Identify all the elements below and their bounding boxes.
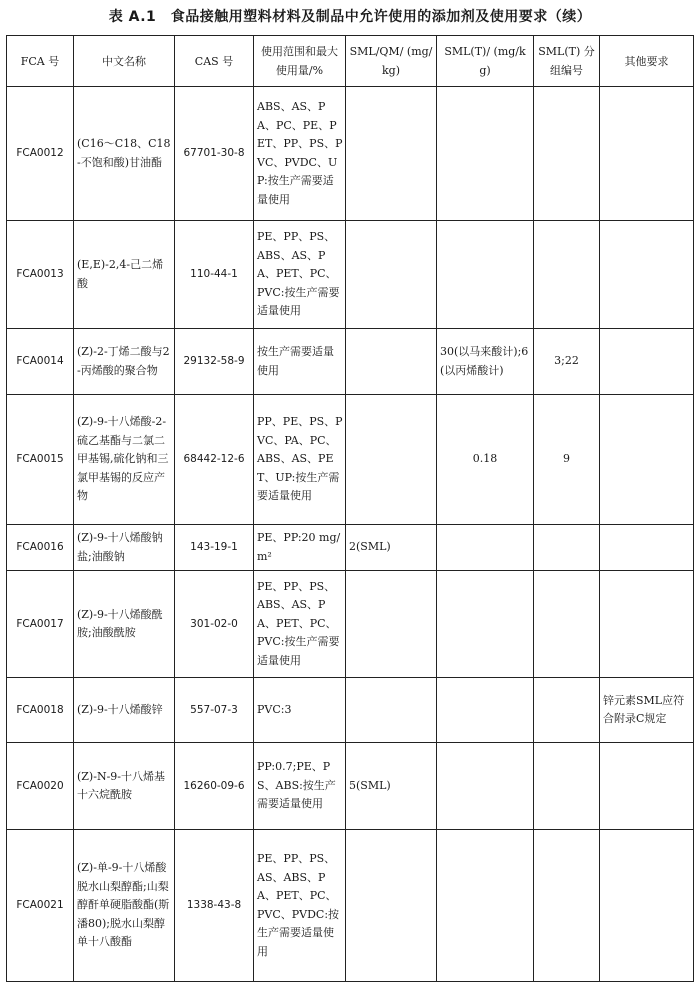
name-cell: (C16～C18、C18-不饱和酸)甘油酯 <box>74 87 175 221</box>
cas-cell: 67701-30-8 <box>175 87 254 221</box>
cas-cell: 1338-43-8 <box>175 830 254 982</box>
fca-cell: FCA0020 <box>7 743 74 830</box>
scope-cell: PE、PP:20 mg/m² <box>254 525 346 571</box>
table-row <box>7 830 694 982</box>
header-name: 中文名称 <box>74 36 175 87</box>
group-cell: 3;22 <box>534 329 600 395</box>
scope-cell: PE、PP、PS、AS、ABS、PA、PET、PC、PVC、PVDC:按生产需要适量使用 <box>254 830 346 982</box>
sml-t-cell <box>437 525 534 571</box>
cas-cell: 557-07-3 <box>175 678 254 743</box>
group-cell <box>534 830 600 982</box>
sml-t-cell <box>437 743 534 830</box>
cas-cell: 143-19-1 <box>175 525 254 571</box>
header-row <box>7 36 694 87</box>
scope-cell: PE、PP、PS、ABS、AS、PA、PET、PC、PVC:按生产需要适量使用 <box>254 221 346 329</box>
cas-cell: 110-44-1 <box>175 221 254 329</box>
other-cell <box>600 525 694 571</box>
sml-t-cell <box>437 830 534 982</box>
name-cell: (Z)-单-9-十八烯酸脱水山梨醇酯;山梨醇酐单硬脂酸酯(斯潘80);脱水山梨醇单十八酸酯 <box>74 830 175 982</box>
cas-cell: 68442-12-6 <box>175 395 254 525</box>
sml-t-cell <box>437 678 534 743</box>
additives-table <box>6 35 694 982</box>
fca-cell: FCA0012 <box>7 87 74 221</box>
name-cell: (Z)-9-十八烯酸-2-硫乙基酯与二氯二甲基锡,硫化钠和三氯甲基锡的反应产物 <box>74 395 175 525</box>
table-row <box>7 221 694 329</box>
sml-qm-cell <box>346 329 437 395</box>
table-title: 表 A.1 食品接触用塑料材料及制品中允许使用的添加剂及使用要求（续） <box>108 9 592 25</box>
sml-qm-cell: 2(SML) <box>346 525 437 571</box>
table-row <box>7 571 694 678</box>
cas-cell: 301-02-0 <box>175 571 254 678</box>
name-cell: (Z)-9-十八烯酸钠盐;油酸钠 <box>74 525 175 571</box>
name-cell: (E,E)-2,4-己二烯酸 <box>74 221 175 329</box>
scope-cell: ABS、AS、PA、PC、PE、PET、PP、PS、PVC、PVDC、UP:按生产需要适量使用 <box>254 87 346 221</box>
header-other: 其他要求 <box>600 36 694 87</box>
header-group: SML(T) 分组编号 <box>534 36 600 87</box>
sml-qm-cell <box>346 571 437 678</box>
fca-cell: FCA0021 <box>7 830 74 982</box>
group-cell <box>534 678 600 743</box>
group-cell <box>534 571 600 678</box>
other-cell <box>600 329 694 395</box>
table-row <box>7 525 694 571</box>
sml-qm-cell <box>346 830 437 982</box>
sml-t-cell <box>437 571 534 678</box>
cas-cell: 29132-58-9 <box>175 329 254 395</box>
sml-t-cell: 30(以马来酸计);6(以丙烯酸计) <box>437 329 534 395</box>
fca-cell: FCA0016 <box>7 525 74 571</box>
scope-cell: PP、PE、PS、PVC、PA、PC、ABS、AS、PET、UP:按生产需要适量使用 <box>254 395 346 525</box>
header-sml-t: SML(T)/ (mg/kg) <box>437 36 534 87</box>
name-cell: (Z)-9-十八烯酸酰胺;油酸酰胺 <box>74 571 175 678</box>
name-cell: (Z)-N-9-十八烯基十六烷酰胺 <box>74 743 175 830</box>
other-cell <box>600 87 694 221</box>
other-cell <box>600 221 694 329</box>
other-cell <box>600 571 694 678</box>
scope-cell: 按生产需要适量使用 <box>254 329 346 395</box>
sml-qm-cell <box>346 678 437 743</box>
header-sml-qm: SML/QM/ (mg/kg) <box>346 36 437 87</box>
scope-cell: PE、PP、PS、ABS、AS、PA、PET、PC、PVC:按生产需要适量使用 <box>254 571 346 678</box>
other-cell <box>600 830 694 982</box>
name-cell: (Z)-9-十八烯酸锌 <box>74 678 175 743</box>
other-cell: 锌元素SML应符合附录C规定 <box>600 678 694 743</box>
sml-qm-cell <box>346 395 437 525</box>
header-cas: CAS 号 <box>175 36 254 87</box>
fca-cell: FCA0017 <box>7 571 74 678</box>
other-cell <box>600 743 694 830</box>
table-row <box>7 87 694 221</box>
sml-qm-cell <box>346 221 437 329</box>
group-cell <box>534 743 600 830</box>
group-cell <box>534 221 600 329</box>
fca-cell: FCA0015 <box>7 395 74 525</box>
fca-cell: FCA0018 <box>7 678 74 743</box>
cas-cell: 16260-09-6 <box>175 743 254 830</box>
name-cell: (Z)-2-丁烯二酸与2-丙烯酸的聚合物 <box>74 329 175 395</box>
header-scope: 使用范围和最大使用量/% <box>254 36 346 87</box>
sml-t-cell <box>437 87 534 221</box>
fca-cell: FCA0014 <box>7 329 74 395</box>
sml-t-cell <box>437 221 534 329</box>
table-row <box>7 329 694 395</box>
group-cell <box>534 87 600 221</box>
sml-qm-cell: 5(SML) <box>346 743 437 830</box>
scope-cell: PVC:3 <box>254 678 346 743</box>
table-row <box>7 743 694 830</box>
other-cell <box>600 395 694 525</box>
sml-qm-cell <box>346 87 437 221</box>
group-cell: 9 <box>534 395 600 525</box>
table-row <box>7 678 694 743</box>
sml-t-cell: 0.18 <box>437 395 534 525</box>
scope-cell: PP:0.7;PE、PS、ABS:按生产需要适量使用 <box>254 743 346 830</box>
fca-cell: FCA0013 <box>7 221 74 329</box>
header-fca: FCA 号 <box>7 36 74 87</box>
table-row <box>7 395 694 525</box>
group-cell <box>534 525 600 571</box>
